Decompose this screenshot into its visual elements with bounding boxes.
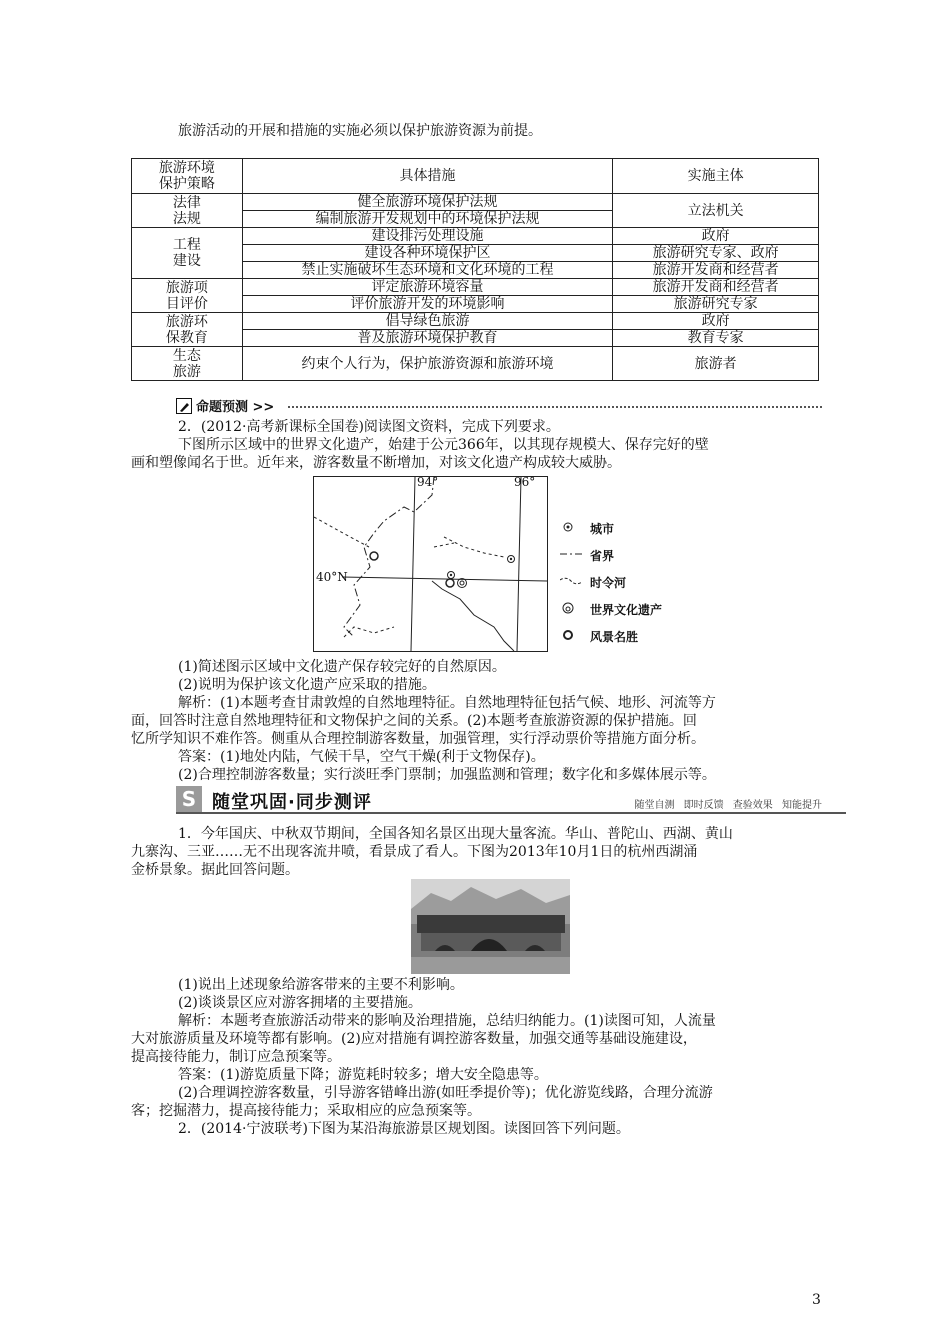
- measure-cell: 建设各种环境保护区: [242, 245, 612, 262]
- forecast-section-header: [176, 398, 822, 414]
- q1-line-2: 九寨沟、三亚……无不出现客流井喷，看景成了看人。下图为2013年10月1日的杭州西湖涌: [131, 844, 698, 860]
- lon-96-label: 96°: [514, 475, 536, 489]
- q1-answer-1: 答案：(1)游览质量下降；游览耗时较多；增大安全隐患等。: [178, 1067, 548, 1083]
- meridian-94: [411, 477, 415, 651]
- q1-sub2: (2)谈谈景区应对游客拥堵的主要措施。: [178, 995, 422, 1011]
- lon-94-label: 94°: [417, 475, 439, 489]
- section-banner: [176, 786, 846, 814]
- city-icon: [560, 520, 584, 534]
- subject-cell: 旅游开发商和经营者: [613, 279, 819, 296]
- lat-40-label: 40°N: [316, 570, 348, 584]
- q2012-analysis-3: 忆所学知识不难作答。侧重从合理控制游客数量，加强管理，实行浮动票价等措施方面分析。: [131, 731, 705, 747]
- measure-cell: 评定旅游环境容量: [242, 279, 612, 296]
- strategy-cell: 旅游项 目评价: [132, 279, 243, 313]
- q2012-answer-2: (2)合理控制游客数量；实行淡旺季门票制；加强监测和管理；数字化和多媒体展示等。: [178, 767, 716, 783]
- q2012-intro: 2．(2012·高考新课标全国卷)阅读图文资料，完成下列要求。: [178, 419, 560, 435]
- q1-analysis-2: 大对旅游质量及环境等都有影响。(2)应对措施有调控游客数量，加强交通等基础设施建设，: [131, 1031, 697, 1047]
- measure-cell: 健全旅游环境保护法规: [242, 194, 612, 211]
- city-marker-dot: [510, 558, 512, 560]
- header-measure: 具体措施: [242, 159, 612, 194]
- subject-cell: 旅游研究专家: [613, 296, 819, 313]
- heritage-icon: [560, 601, 584, 615]
- q1-line-3: 金桥景象。据此回答问题。: [131, 862, 299, 878]
- scenic-spot-icon: [560, 628, 584, 642]
- forecast-title: 命题预测 >>: [196, 400, 275, 415]
- table-row: [132, 194, 819, 211]
- legend-item: 风景名胜: [560, 628, 584, 645]
- legend-item: 省界: [560, 547, 584, 564]
- q2012-analysis-1: 解析：(1)本题考查甘肃敦煌的自然地理特征。自然地理特征包括气候、地形、河流等方: [178, 695, 716, 711]
- strategy-cell: 生态 旅游: [132, 347, 243, 381]
- q1-sub1: (1)说出上述现象给游客带来的主要不利影响。: [178, 977, 464, 993]
- header-subject: 实施主体: [613, 159, 819, 194]
- q1-analysis-3: 提高接待能力，制订应急预案等。: [131, 1049, 341, 1065]
- subject-cell: 旅游研究专家、政府: [613, 245, 819, 262]
- strategy-cell: 法律 法规: [132, 194, 243, 228]
- river-line: [432, 581, 514, 651]
- legend-item: 城市: [560, 520, 584, 537]
- seasonal-river-south: [344, 627, 394, 637]
- measure-cell: 倡导绿色旅游: [242, 313, 612, 330]
- table-row: [132, 347, 819, 381]
- banner-subtitle: 随堂自测 即时反馈 查验效果 知能提升: [634, 800, 822, 811]
- scenic-spot-marker: [446, 579, 454, 587]
- q2012-answer-1: 答案：(1)地处内陆，气候干旱，空气干燥(利于文物保存)。: [178, 749, 545, 765]
- q2012-desc-2: 画和塑像闻名于世。近年来，游客数量不断增加，对该文化遗产构成较大威胁。: [131, 455, 621, 471]
- subject-cell: 政府: [613, 313, 819, 330]
- q2012-sub1: (1)简述图示区域中文化遗产保存较完好的自然原因。: [178, 659, 506, 675]
- q1-answer-2: (2)合理调控游客数量，引导游客错峰出游(如旺季提价等)；优化游览线路，合理分流游: [178, 1085, 713, 1101]
- q2012-desc-1: 下图所示区域中的世界文化遗产，始建于公元366年，以其现存规模大、保存完好的壁: [178, 437, 709, 453]
- measure-cell: 评价旅游开发的环境影响: [242, 296, 612, 313]
- meridian-96: [517, 477, 521, 651]
- parallel-40: [342, 577, 547, 581]
- scenic-spot-marker: [370, 552, 378, 560]
- dunhuang-map: [313, 476, 548, 652]
- seasonal-river: [314, 517, 504, 557]
- banner-title: 随堂巩固·同步测评: [212, 792, 372, 813]
- strategy-table: [131, 158, 819, 381]
- table-row: [132, 313, 819, 330]
- pencil-icon: [176, 398, 192, 414]
- strategy-cell: 旅游环 保教育: [132, 313, 243, 347]
- legend-item: 世界文化遗产: [560, 601, 584, 618]
- measure-cell: 建设排污处理设施: [242, 228, 612, 245]
- measure-cell: 约束个人行为，保护旅游资源和旅游环境: [242, 347, 612, 381]
- province-border: [344, 477, 434, 637]
- table-row: [132, 228, 819, 245]
- seasonal-river-icon: [560, 574, 584, 588]
- subject-cell: 政府: [613, 228, 819, 245]
- city-marker-dot: [450, 574, 452, 576]
- q1-answer-3: 客；挖掘潜力，提高接待能力；采取相应的应急预案等。: [131, 1103, 481, 1119]
- q1-analysis-1: 解析：本题考查旅游活动带来的影响及治理措施，总结归纳能力。(1)读图可知，人流量: [178, 1013, 716, 1029]
- measure-cell: 普及旅游环境保护教育: [242, 330, 612, 347]
- province-border-icon: [560, 547, 584, 561]
- heritage-marker-inner: [460, 581, 464, 585]
- legend-item: 时令河: [560, 574, 584, 591]
- table-row: [132, 279, 819, 296]
- intro-text: 旅游活动的开展和措施的实施必须以保护旅游资源为前提。: [178, 123, 542, 139]
- table-header-row: [132, 159, 819, 194]
- banner-rule: [176, 812, 846, 814]
- q2014-intro: 2．(2014·宁波联考)下图为某沿海旅游景区规划图。读图回答下列问题。: [178, 1121, 630, 1137]
- banner-letter: S: [176, 786, 202, 812]
- heritage-marker: [458, 579, 467, 588]
- measure-cell: 编制旅游开发规划中的环境保护法规: [242, 211, 612, 228]
- strategy-cell: 工程 建设: [132, 228, 243, 279]
- q2012-analysis-2: 面，回答时注意自然地理特征和文物保护之间的关系。(2)本题考查旅游资源的保护措施。回: [131, 713, 697, 729]
- subject-cell: 旅游者: [613, 347, 819, 381]
- subject-cell: 教育专家: [613, 330, 819, 347]
- header-strategy: 旅游环境 保护策略: [132, 159, 243, 194]
- q2012-sub2: (2)说明为保护该文化遗产应采取的措施。: [178, 677, 436, 693]
- subject-cell: 旅游开发商和经营者: [613, 262, 819, 279]
- dotted-divider: [288, 406, 822, 408]
- measure-cell: 禁止实施破坏生态环境和文化环境的工程: [242, 262, 612, 279]
- map-drawing: [314, 477, 547, 651]
- q1-line-1: 1．今年国庆、中秋双节期间，全国各知名景区出现大量客流。华山、普陀山、西湖、黄山: [178, 826, 733, 842]
- subject-cell: 立法机关: [613, 194, 819, 228]
- west-lake-bridge-photo: [411, 879, 570, 974]
- page-number: 3: [812, 1292, 821, 1308]
